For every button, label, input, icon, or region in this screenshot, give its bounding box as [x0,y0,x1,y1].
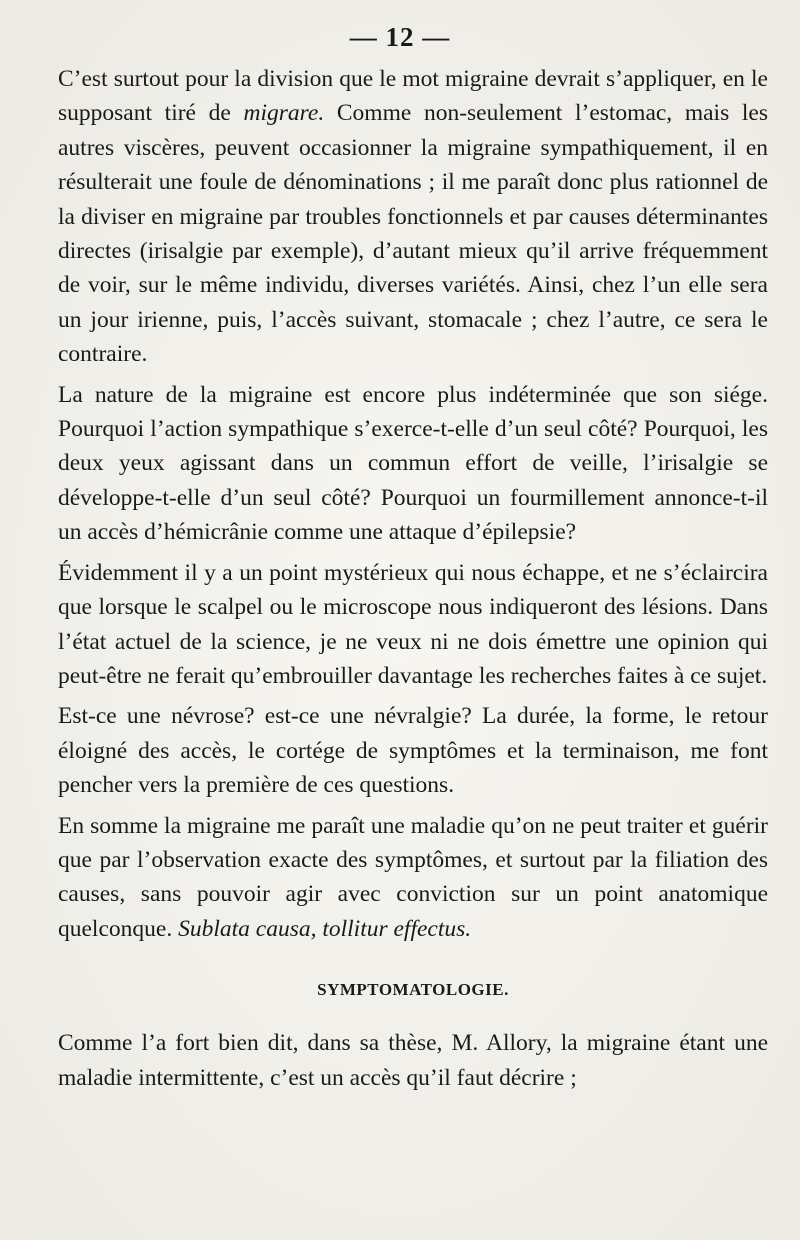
paragraph-2-text: La nature de la migraine est encore plus indéterminée que son siége. Pourquoi l’action sympathique s’exerce-t-elle d’un seul côté? Pourquoi, les deux yeux agissant dans un commun effort de veille, l’irisalgie se développe-t-elle d’un seul côté? Pourquoi un fourmillement annonce-t-il un accès d’hémicrânie comme une attaque d’épilepsie? [58,381,768,546]
paragraph-1-part-3: Comme non-seulement l’estomac, mais les autres viscères, peuvent occasionner la migraine sympathiquement, il en résulterait une foule de dénominations ; il me paraît donc plus rationnel de la diviser en migraine par troubles fonctionnels et par causes déterminantes directes (irisalgie par exemple), d’autant mieux qu’il arrive fréquemment de voir, sur le même individu, diverses variétés. Ainsi, chez l’un elle sera un jour irienne, puis, l’accès suivant, stomacale ; chez l’autre, ce sera le contraire. [58,100,768,368]
paragraph-2 [58,378,768,550]
paragraph-5-latin-quote: Sublata causa, tollitur effectus. [178,915,472,942]
final-paragraph-text: Comme l’a fort bien dit, dans sa thèse, M. Allory, la migraine étant une maladie intermittente, c’est un accès qu’il faut décrire ; [58,1030,768,1091]
section-heading: SYMPTOMATOLOGIE. [317,980,509,1000]
final-paragraph [58,1026,768,1095]
paragraph-4-text: Est-ce une névrose? est-ce une névralgie? La durée, la forme, le retour éloigné des accès, le cortége de symptômes et la terminaison, me font pencher vers la première de ces questions. [58,703,768,799]
page-number: — 12 — [349,22,451,52]
body-text [58,62,768,1101]
paragraph-3-text: Évidemment il y a un point mystérieux qui nous échappe, et ne s’éclaircira que lorsque le scalpel ou le microscope nous indiqueront des lésions. Dans l’état actuel de la science, je ne veux ni ne dois émettre une opinion qui peut-être ne ferait qu’embrouiller davantage les recherches faites à ce sujet. [58,559,768,689]
paragraph-5-text: En somme la migraine me paraît une maladie qu’on ne peut traiter et guérir que par l’observation exacte des symptômes, et surtout par la filiation des causes, sans pouvoir agir avec conviction sur un point anatomique quelconque. [58,812,768,942]
paragraph-1-part-1: C’est surtout pour la division que le mot migraine devrait s’appliquer, en le supposant tiré de [58,66,768,127]
paragraph-1 [58,62,768,372]
paragraph-1-italic-migrare: migrare. [243,100,325,127]
paragraph-5 [58,809,768,947]
paragraph-3 [58,556,768,694]
paragraph-4 [58,699,768,802]
